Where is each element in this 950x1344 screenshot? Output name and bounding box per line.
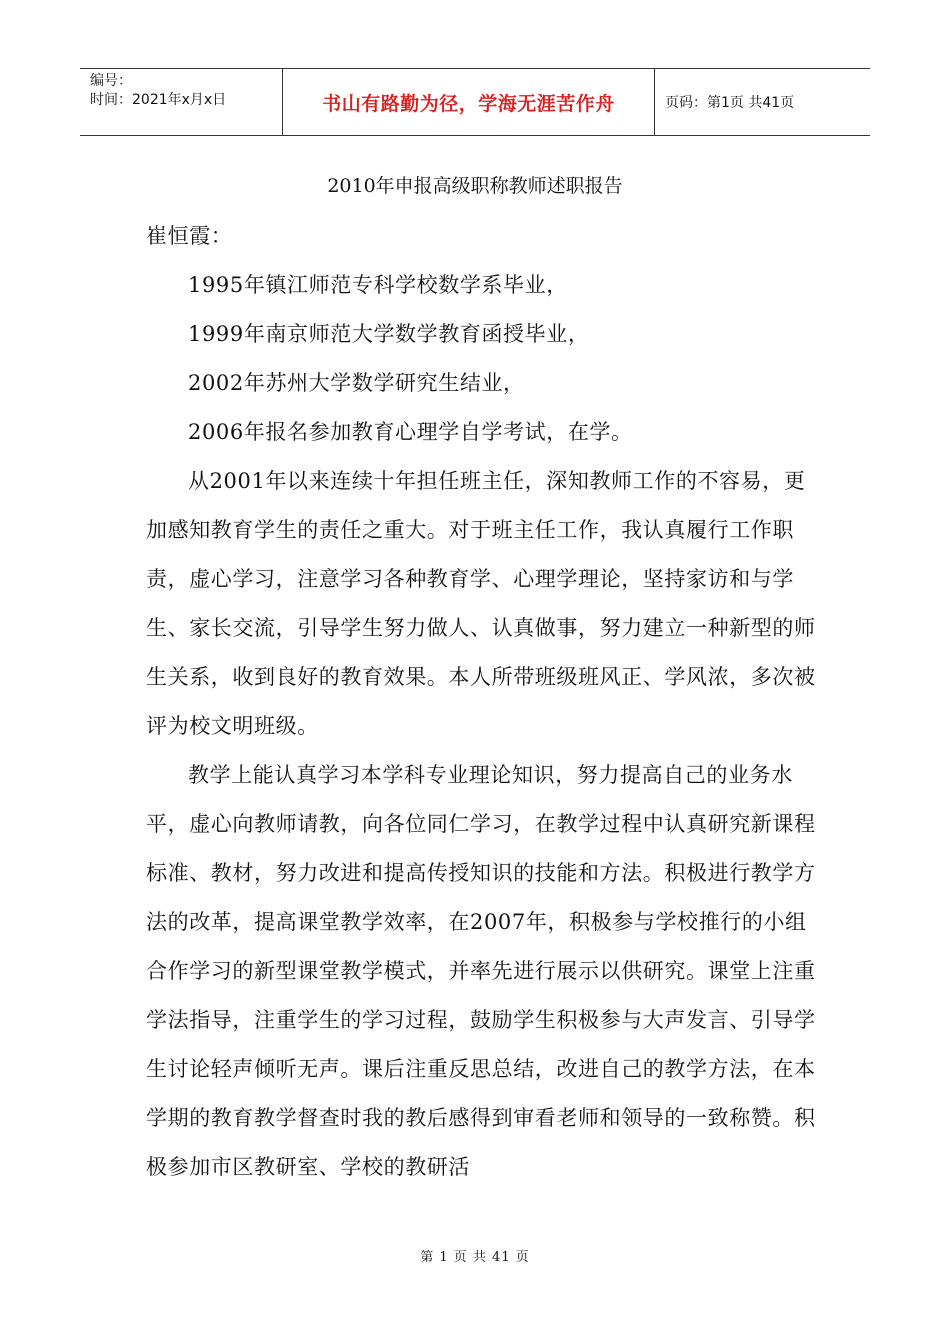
number-label: 编号： xyxy=(90,73,132,89)
body-paragraph: 教学上能认真学习本学科专业理论知识，努力提高自己的业务水平，虚心向教师请教，向各位同仁学习，在教学过程中认真研究新课程标准、教材，努力改进和提高传授知识的技能和方法。积极进行教学方法的改革，提高课堂教学效率，在2007年，积极参与学校推行的小组合作学习的新型课堂教学模式，并率先进行展示以供研究。课堂上注重学法指导，注重学生的学习过程，鼓励学生积极参与大声发言、引导学生讨论轻声倾听无声。课后注重反思总结，改进自己的教学方法，在本学期的教育教学督查时我的教后感得到审看老师和领导的一致称赞。积极参加市区教研室、学校的教研活 xyxy=(146,763,816,1179)
author-line: 崔恒霞： xyxy=(146,224,233,248)
education-item: 2002年苏州大学数学研究生结业， xyxy=(188,371,525,395)
page-info-cell xyxy=(655,69,870,135)
page-info-text: 页码：第1页 共41页 xyxy=(665,95,795,111)
document-title: 2010年申报高级职称教师述职报告 xyxy=(327,175,623,197)
body-paragraph: 从2001年以来连续十年担任班主任，深知教师工作的不容易，更加感知教育学生的责任之重大。对于班主任工作，我认真履行工作职责，虚心学习，注意学习各种教育学、心理学理论，坚持家访和与学生、家长交流，引导学生努力做人、认真做事，努力建立一种新型的师生关系，收到良好的教育效果。本人所带班级班风正、学风浓，多次被评为校文明班级。 xyxy=(146,469,816,738)
header-meta-cell xyxy=(80,69,283,135)
education-item: 1995年镇江师范专科学校数学系毕业， xyxy=(188,273,568,297)
motto-text: 书山有路勤为径，学海无涯苦作舟 xyxy=(322,92,615,115)
header-table xyxy=(80,68,870,136)
motto-cell xyxy=(283,69,655,135)
education-item: 2006年报名参加教育心理学自学考试，在学。 xyxy=(188,420,633,444)
document-body xyxy=(146,212,818,1192)
page-footer: 第 1 页 共 41 页 xyxy=(420,1250,530,1265)
time-label: 时间：2021年x月x日 xyxy=(90,92,227,108)
education-item: 1999年南京师范大学数学教育函授毕业， xyxy=(188,322,590,346)
